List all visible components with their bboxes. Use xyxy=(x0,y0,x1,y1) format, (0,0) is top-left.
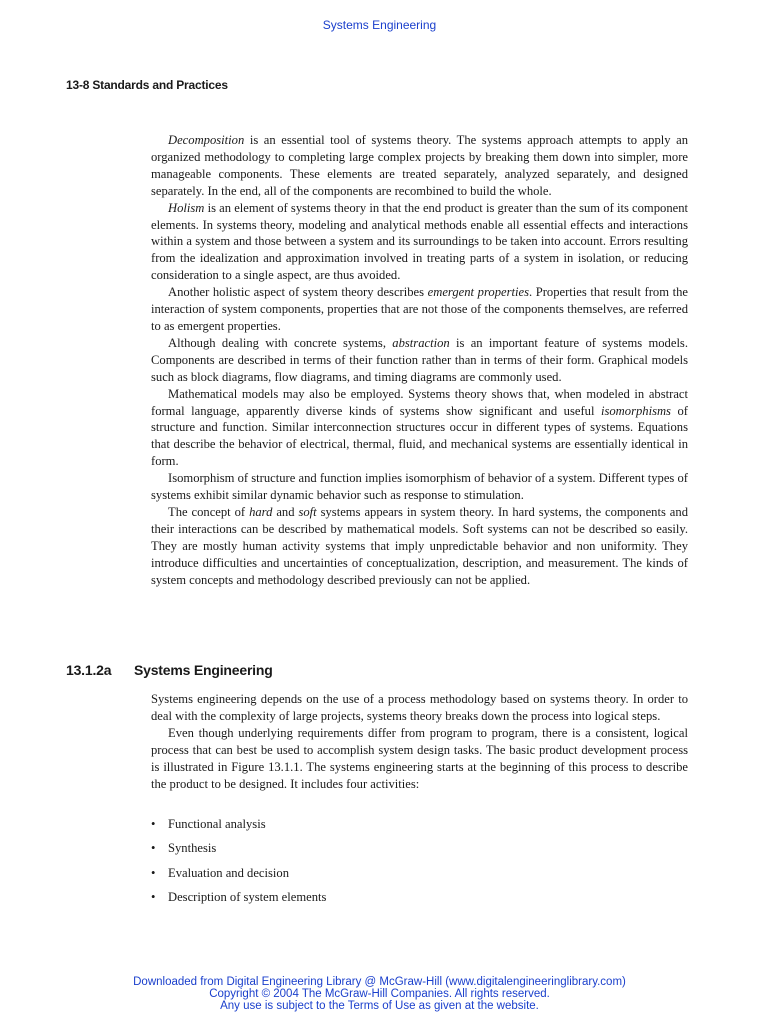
paragraph-text: Mathematical models may also be employed. Systems theory shows that, when modeled in abstract formal language, apparently diverse kinds of systems show significant and useful xyxy=(151,386,688,418)
subsection-heading xyxy=(66,662,273,678)
paragraph-text: is an element of systems theory in that the end product is greater than the sum of its component elements. In systems theory, modeling and analytical methods enable all essential effects and interactions within a system and those between a system and its surroundings to be taken into account. Errors resulting from the idealization and approximation involved in treating parts of a system in isolation, or reducing consideration to a single aspect, are thus avoided. xyxy=(151,200,688,283)
bullet-icon: • xyxy=(151,865,156,880)
term-isomorphisms: isomorphisms xyxy=(600,403,671,418)
paragraph-isomorphism: Isomorphism of structure and function implies isomorphism of behavior of a system. Different types of systems exhibit similar dynamic behavior such as response to stimulation. xyxy=(151,471,688,503)
footer xyxy=(0,976,759,1012)
footer-download-link[interactable]: Downloaded from Digital Engineering Library @ McGraw-Hill (www.digitalengineeringlibrary.com) xyxy=(133,976,626,988)
paragraph-text: systems appears in system theory. In hard systems, the components and their interactions can be described by mathematical models. Soft systems can not be described so easily. They are mostly human activity systems that imply unpredictable behavior and non uniformity. They introduce difficulties and uncertainties of conceptualization, description, and measurement. The kinds of system concepts and methodology described previously can not be applied. xyxy=(151,504,688,587)
term-holism: Holism xyxy=(168,200,205,215)
activities-list xyxy=(151,816,688,913)
subsection-title: Systems Engineering xyxy=(134,662,273,678)
list-item-text: Evaluation and decision xyxy=(168,865,290,880)
list-item-text: Functional analysis xyxy=(168,817,266,831)
body-text-block-2 xyxy=(151,691,688,792)
paragraph-text: Although dealing with concrete systems, xyxy=(168,335,393,350)
term-decomposition: Decomposition xyxy=(168,133,245,147)
paragraph-text: of structure and function. Similar interconnection structures occur in different types of systems. Equations that describe the behavior of electrical, thermal, fluid, and mechanical systems are essentially identical in form. xyxy=(151,403,688,469)
body-text-block-1 xyxy=(151,132,688,588)
list-item xyxy=(151,889,688,913)
paragraph-emergent-properties xyxy=(151,284,688,335)
footer-copyright: Copyright © 2004 The McGraw-Hill Companies. All rights reserved. xyxy=(209,988,550,1000)
footer-terms-link[interactable]: Any use is subject to the Terms of Use as given at the website. xyxy=(220,1000,539,1012)
paragraph-text: The concept of xyxy=(168,504,250,519)
subsection-number: 13.1.2a xyxy=(66,662,112,678)
bullet-icon: • xyxy=(151,817,156,831)
term-abstraction: abstraction xyxy=(392,335,450,350)
paragraph-text: Another holistic aspect of system theory describes xyxy=(168,285,428,300)
paragraph-holism xyxy=(151,200,688,285)
paragraph-text: is an essential tool of systems theory. The systems approach attempts to apply an organized methodology to completing large complex projects by breaking them down into simpler, more manageable components. These elements are treated separately, analyzed separately, and designed separately. In the end, all of the components are recombined to build the whole. xyxy=(151,133,688,198)
paragraph-systems-engineering-intro: Systems engineering depends on the use of a process methodology based on systems theory. In order to deal with the complexity of large projects, systems theory breaks down the process into logical steps. xyxy=(151,692,688,723)
top-page-link[interactable]: Systems Engineering xyxy=(322,18,437,32)
term-hard: hard xyxy=(249,504,273,519)
paragraph-mathematical-models xyxy=(151,386,688,471)
paragraph-hard-soft-systems xyxy=(151,504,688,589)
paragraph-text: . Properties that result from the interaction of system components, properties that are not those of the components themselves, are referred to as emergent properties. xyxy=(151,285,689,333)
term-soft: soft xyxy=(298,504,317,519)
list-item-text: Description of system elements xyxy=(168,889,327,904)
list-item xyxy=(151,865,688,889)
paragraph-design-process: Even though underlying requirements differ from program to program, there is a consistent, logical process that can best be used to accomplish system design tasks. The basic product development process is illustrated in Figure 13.1.1. The systems engineering starts at the beginning of this process to describe the product to be designed. It includes four activities: xyxy=(151,725,688,791)
list-item-text: Synthesis xyxy=(168,841,217,856)
term-emergent-properties: emergent properties xyxy=(427,285,529,300)
bullet-icon: • xyxy=(151,889,156,904)
running-section-header: 13-8 Standards and Practices xyxy=(66,78,228,92)
paragraph-text: is an important feature of systems models. Components are described in terms of their function rather than in terms of their form. Graphical models such as block diagrams, flow diagrams, and timing diagrams are commonly used. xyxy=(151,335,688,384)
paragraph-decomposition xyxy=(151,132,688,200)
bullet-icon: • xyxy=(151,841,156,856)
list-item xyxy=(151,840,688,864)
paragraph-text: and xyxy=(272,504,299,519)
list-item xyxy=(151,816,688,840)
paragraph-abstraction xyxy=(151,335,688,386)
